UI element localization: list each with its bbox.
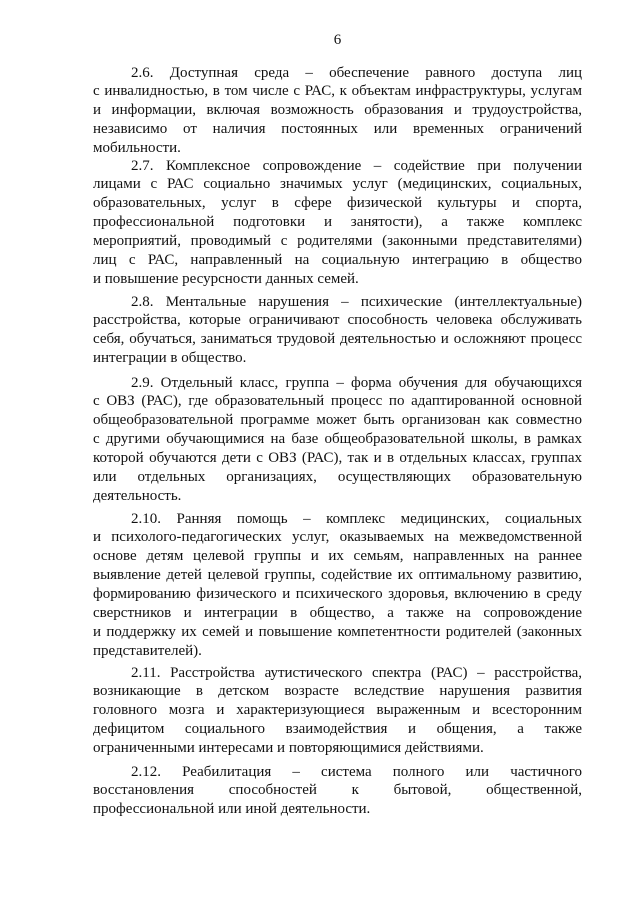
text-line: 2.6. Доступная среда – обеспечение равного доступа лиц [131, 64, 582, 81]
text-line: ограниченными интересами и повторяющимися действиями. [93, 740, 484, 757]
text-line: и поддержку их семей и повышение компетентности родителей (законных [93, 623, 582, 640]
text-line: мероприятий, проводимый с родителями (законными представителями) [93, 233, 582, 250]
text-line: деятельность. [93, 487, 182, 504]
text-line: образовательных, услуг в сфере физической культуры и спорта, [93, 195, 582, 212]
text-line: и психолого-педагогических услуг, оказываемых на межведомственной [93, 529, 582, 546]
clause-2-7 [93, 157, 582, 289]
text-line: с ОВЗ (РАС), где образовательный процесс по адаптированной основной [93, 393, 582, 410]
text-line: представителей). [93, 642, 202, 659]
page-number: 6 [333, 31, 342, 48]
text-line: независимо от наличия постоянных или временных ограничений [93, 121, 582, 138]
text-line: себя, обучаться, заниматься трудовой деятельностью и осложняют процесс [93, 331, 582, 348]
text-line: профессиональной или иной деятельности. [93, 801, 371, 818]
text-line: интеграции в общество. [93, 350, 247, 367]
text-line: 2.11. Расстройства аутистического спектра (РАС) – расстройства, [131, 664, 582, 681]
clause-2-10 [93, 510, 582, 661]
text-line: или отдельных организациях, осуществляющих образовательную [93, 468, 582, 485]
text-line: и информации, включая возможность образования и трудоустройства, [93, 102, 582, 119]
text-line: и повышение ресурсности данных семей. [93, 270, 359, 287]
clause-2-12 [93, 763, 582, 820]
text-line: лицами с РАС социально значимых услуг (медицинских, социальных, [93, 176, 582, 193]
text-line: мобильности. [93, 140, 181, 157]
text-line: головного мозга и характеризующиеся выраженным и всесторонним [93, 702, 582, 719]
text-line: дефицитом социального взаимодействия и общения, а также [93, 721, 582, 738]
text-line: формированию физического и психического здоровья, включению в среду [93, 586, 582, 603]
clause-2-9 [93, 374, 582, 506]
text-line: 2.7. Комплексное сопровождение – содействие при получении [131, 157, 582, 174]
clause-2-6 [93, 64, 582, 158]
clause-2-8 [93, 293, 582, 369]
text-line: сверстников и интеграции в общество, а также на сопровождение [93, 604, 582, 621]
text-line: расстройства, которые ограничивают способность человека обслуживать [93, 312, 582, 329]
text-line: лиц с РАС, направленный на социальную интеграцию в общество [93, 251, 582, 268]
text-line: возникающие в детском возрасте вследствие нарушения развития [93, 683, 582, 700]
text-line: 2.8. Ментальные нарушения – психические (интеллектуальные) [131, 293, 582, 310]
clause-2-11 [93, 664, 582, 758]
text-line: с другими обучающимися на базе общеобразовательной школы, в рамках [93, 431, 582, 448]
text-line: с инвалидностью, в том числе с РАС, к объектам инфраструктуры, услугам [93, 83, 582, 100]
text-line: выявление детей целевой группы, содействие их оптимальному развитию, [93, 567, 582, 584]
text-line: основе детям целевой группы и их семьям, направленных на раннее [93, 548, 582, 565]
text-line: профессиональной подготовки и занятости), а также комплекс [93, 214, 582, 231]
text-line: которой обучаются дети с ОВЗ (РАС), так и в отдельных классах, группах [93, 450, 582, 467]
text-line: восстановления способностей к бытовой, общественной, [93, 782, 582, 799]
text-line: 2.10. Ранняя помощь – комплекс медицинских, социальных [131, 510, 582, 527]
text-line: 2.9. Отдельный класс, группа – форма обучения для обучающихся [131, 374, 582, 391]
text-line: общеобразовательной программе может быть организован как совместно [93, 412, 582, 429]
text-line: 2.12. Реабилитация – система полного или частичного [131, 763, 582, 780]
